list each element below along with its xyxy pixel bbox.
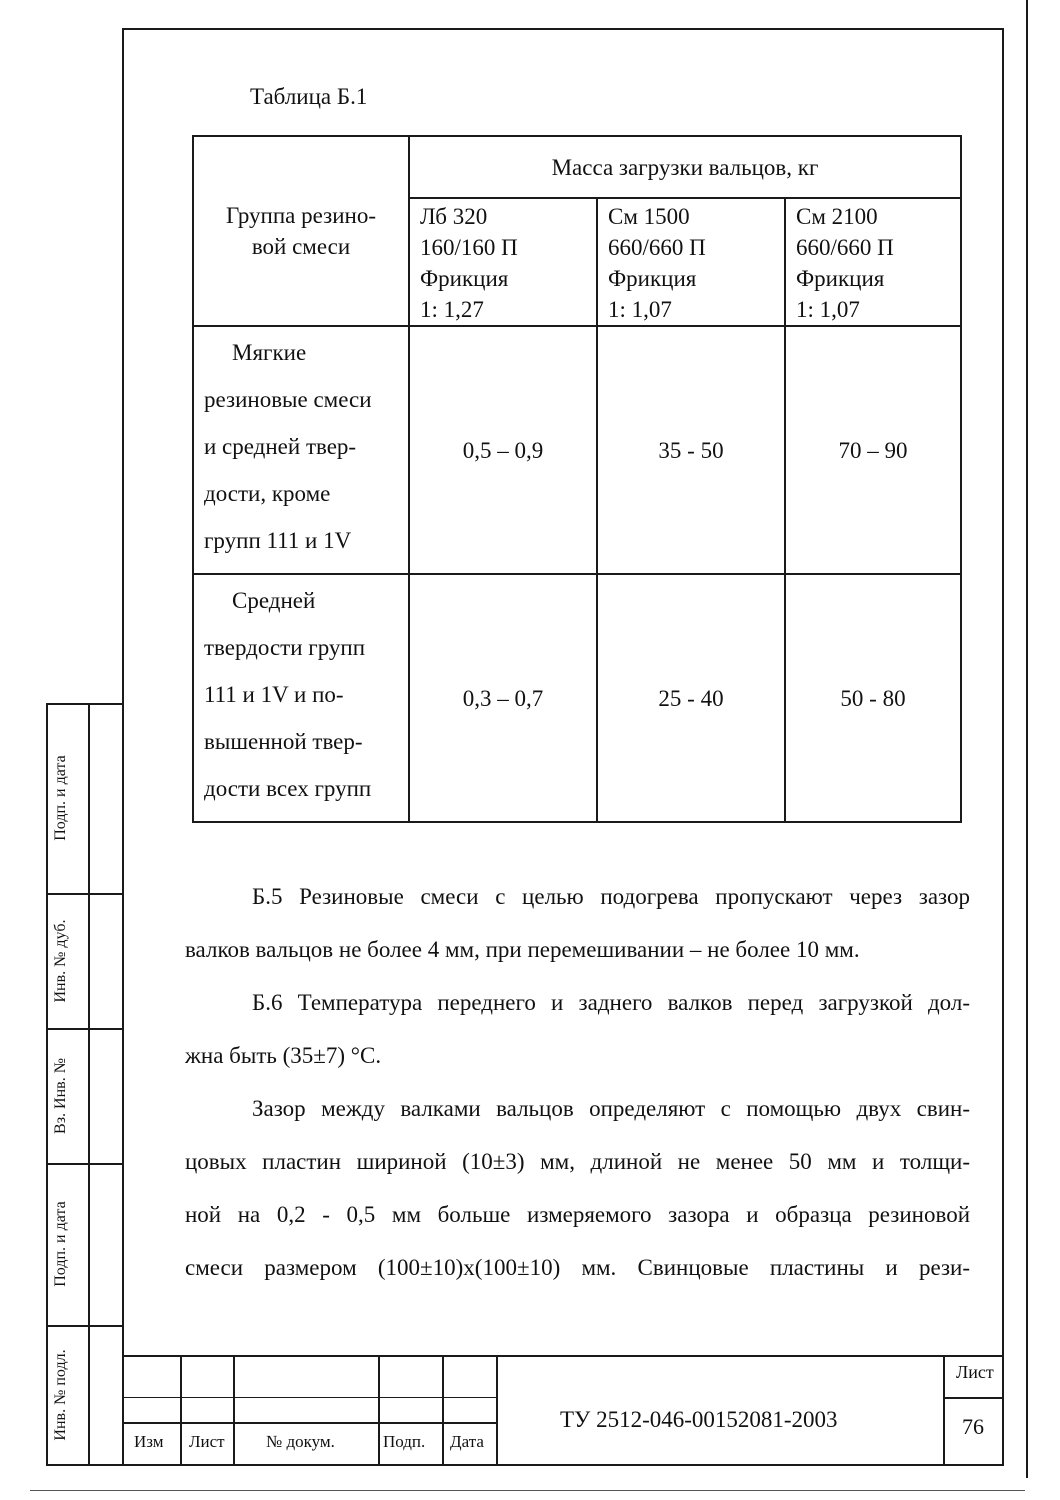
group-cell-medium [193,574,409,822]
stamp-vz-inv: Вз. Инв. № [52,1058,69,1134]
text-line: ной на 0,2 - 0,5 мм больше измеряемого зазора и образца резиновой [185,1202,970,1227]
title-list-label: Лист [189,1432,225,1451]
value-cell: 0,5 – 0,9 [409,326,597,574]
machine-friction-label: Фрикция [608,266,697,291]
value-cell: 50 - 80 [785,574,961,822]
group-line: Мягкие [232,340,307,365]
machine-name: См 1500 [608,204,690,229]
title-date-label: Дата [450,1432,484,1451]
right-edge-line [1026,0,1028,1478]
group-line: дости всех групп [204,776,372,801]
table-row [193,574,961,822]
text-line: смеси размером (100±10)х(100±10) мм. Свинцовые пластины и рези- [185,1255,970,1280]
text-line: жна быть (35±7) °С. [185,1043,382,1068]
sheet-number: 76 [962,1414,984,1439]
title-podp-label: Подп. [383,1432,426,1451]
stamp-inv-dub: Инв. № дуб. [52,919,69,1003]
mass-header-label: Масса загрузки вальцов, кг [551,154,819,180]
stamp-podp-data-1: Подп. и дата [52,755,69,841]
group-line: 111 и 1V и по- [204,682,344,707]
paragraph-b5 [185,877,970,983]
group-line: резиновые смеси [204,387,372,412]
machine-friction-ratio: 1: 1,07 [796,297,860,322]
machine-name: См 2100 [796,204,878,229]
table-caption: Таблица Б.1 [250,84,368,109]
sheet-label: Лист [956,1362,994,1382]
machine-header-lb320 [409,198,597,326]
title-doc-num-label: № докум. [266,1432,335,1451]
group-line: дости, кроме [204,481,331,506]
machine-header-sm1500 [597,198,785,326]
mass-table [192,135,962,823]
paragraph-b6 [185,983,970,1089]
mass-header-cell [409,136,961,198]
group-line: Средней [232,588,316,613]
value-cell: 70 – 90 [785,326,961,574]
machine-friction-ratio: 1: 1,27 [420,297,484,322]
group-header-cell [193,136,409,326]
title-izm-label: Изм [134,1432,164,1451]
value-cell: 0,3 – 0,7 [409,574,597,822]
group-line: и средней твер- [204,434,357,459]
machine-friction-label: Фрикция [420,266,509,291]
value-cell: 25 - 40 [597,574,785,822]
stamp-podp-data-2: Подп. и дата [52,1201,69,1287]
stamp-inv-podl: Инв. № подл. [52,1349,69,1441]
document-code: ТУ 2512-046-00152081-2003 [560,1407,838,1432]
group-line: вышенной твер- [204,729,363,754]
text-line: Б.6 Температура переднего и заднего валков перед загрузкой дол- [252,990,970,1015]
machine-friction-label: Фрикция [796,266,885,291]
table-row [193,326,961,574]
bottom-edge-line [30,1490,1025,1491]
machine-size: 160/160 П [420,235,518,260]
machine-name: Лб 320 [420,204,488,229]
paragraph-gap-measure [185,1089,970,1301]
machine-header-sm2100 [785,198,961,326]
group-header-label: Группа резино- вой смеси [226,203,376,259]
text-line: Б.5 Резиновые смеси с целью подогрева пропускают через зазор [252,884,970,909]
text-line: валков вальцов не более 4 мм, при перемешивании – не более 10 мм. [185,937,860,962]
machine-size: 660/660 П [608,235,706,260]
group-cell-soft [193,326,409,574]
group-line: групп 111 и 1V [204,528,352,553]
machine-size: 660/660 П [796,235,894,260]
text-line: Зазор между валками вальцов определяют с помощью двух свин- [252,1096,970,1121]
machine-friction-ratio: 1: 1,07 [608,297,672,322]
text-line: цовых пластин шириной (10±3) мм, длиной не менее 50 мм и толщи- [185,1149,970,1174]
group-line: твердости групп [204,635,366,660]
value-cell: 35 - 50 [597,326,785,574]
